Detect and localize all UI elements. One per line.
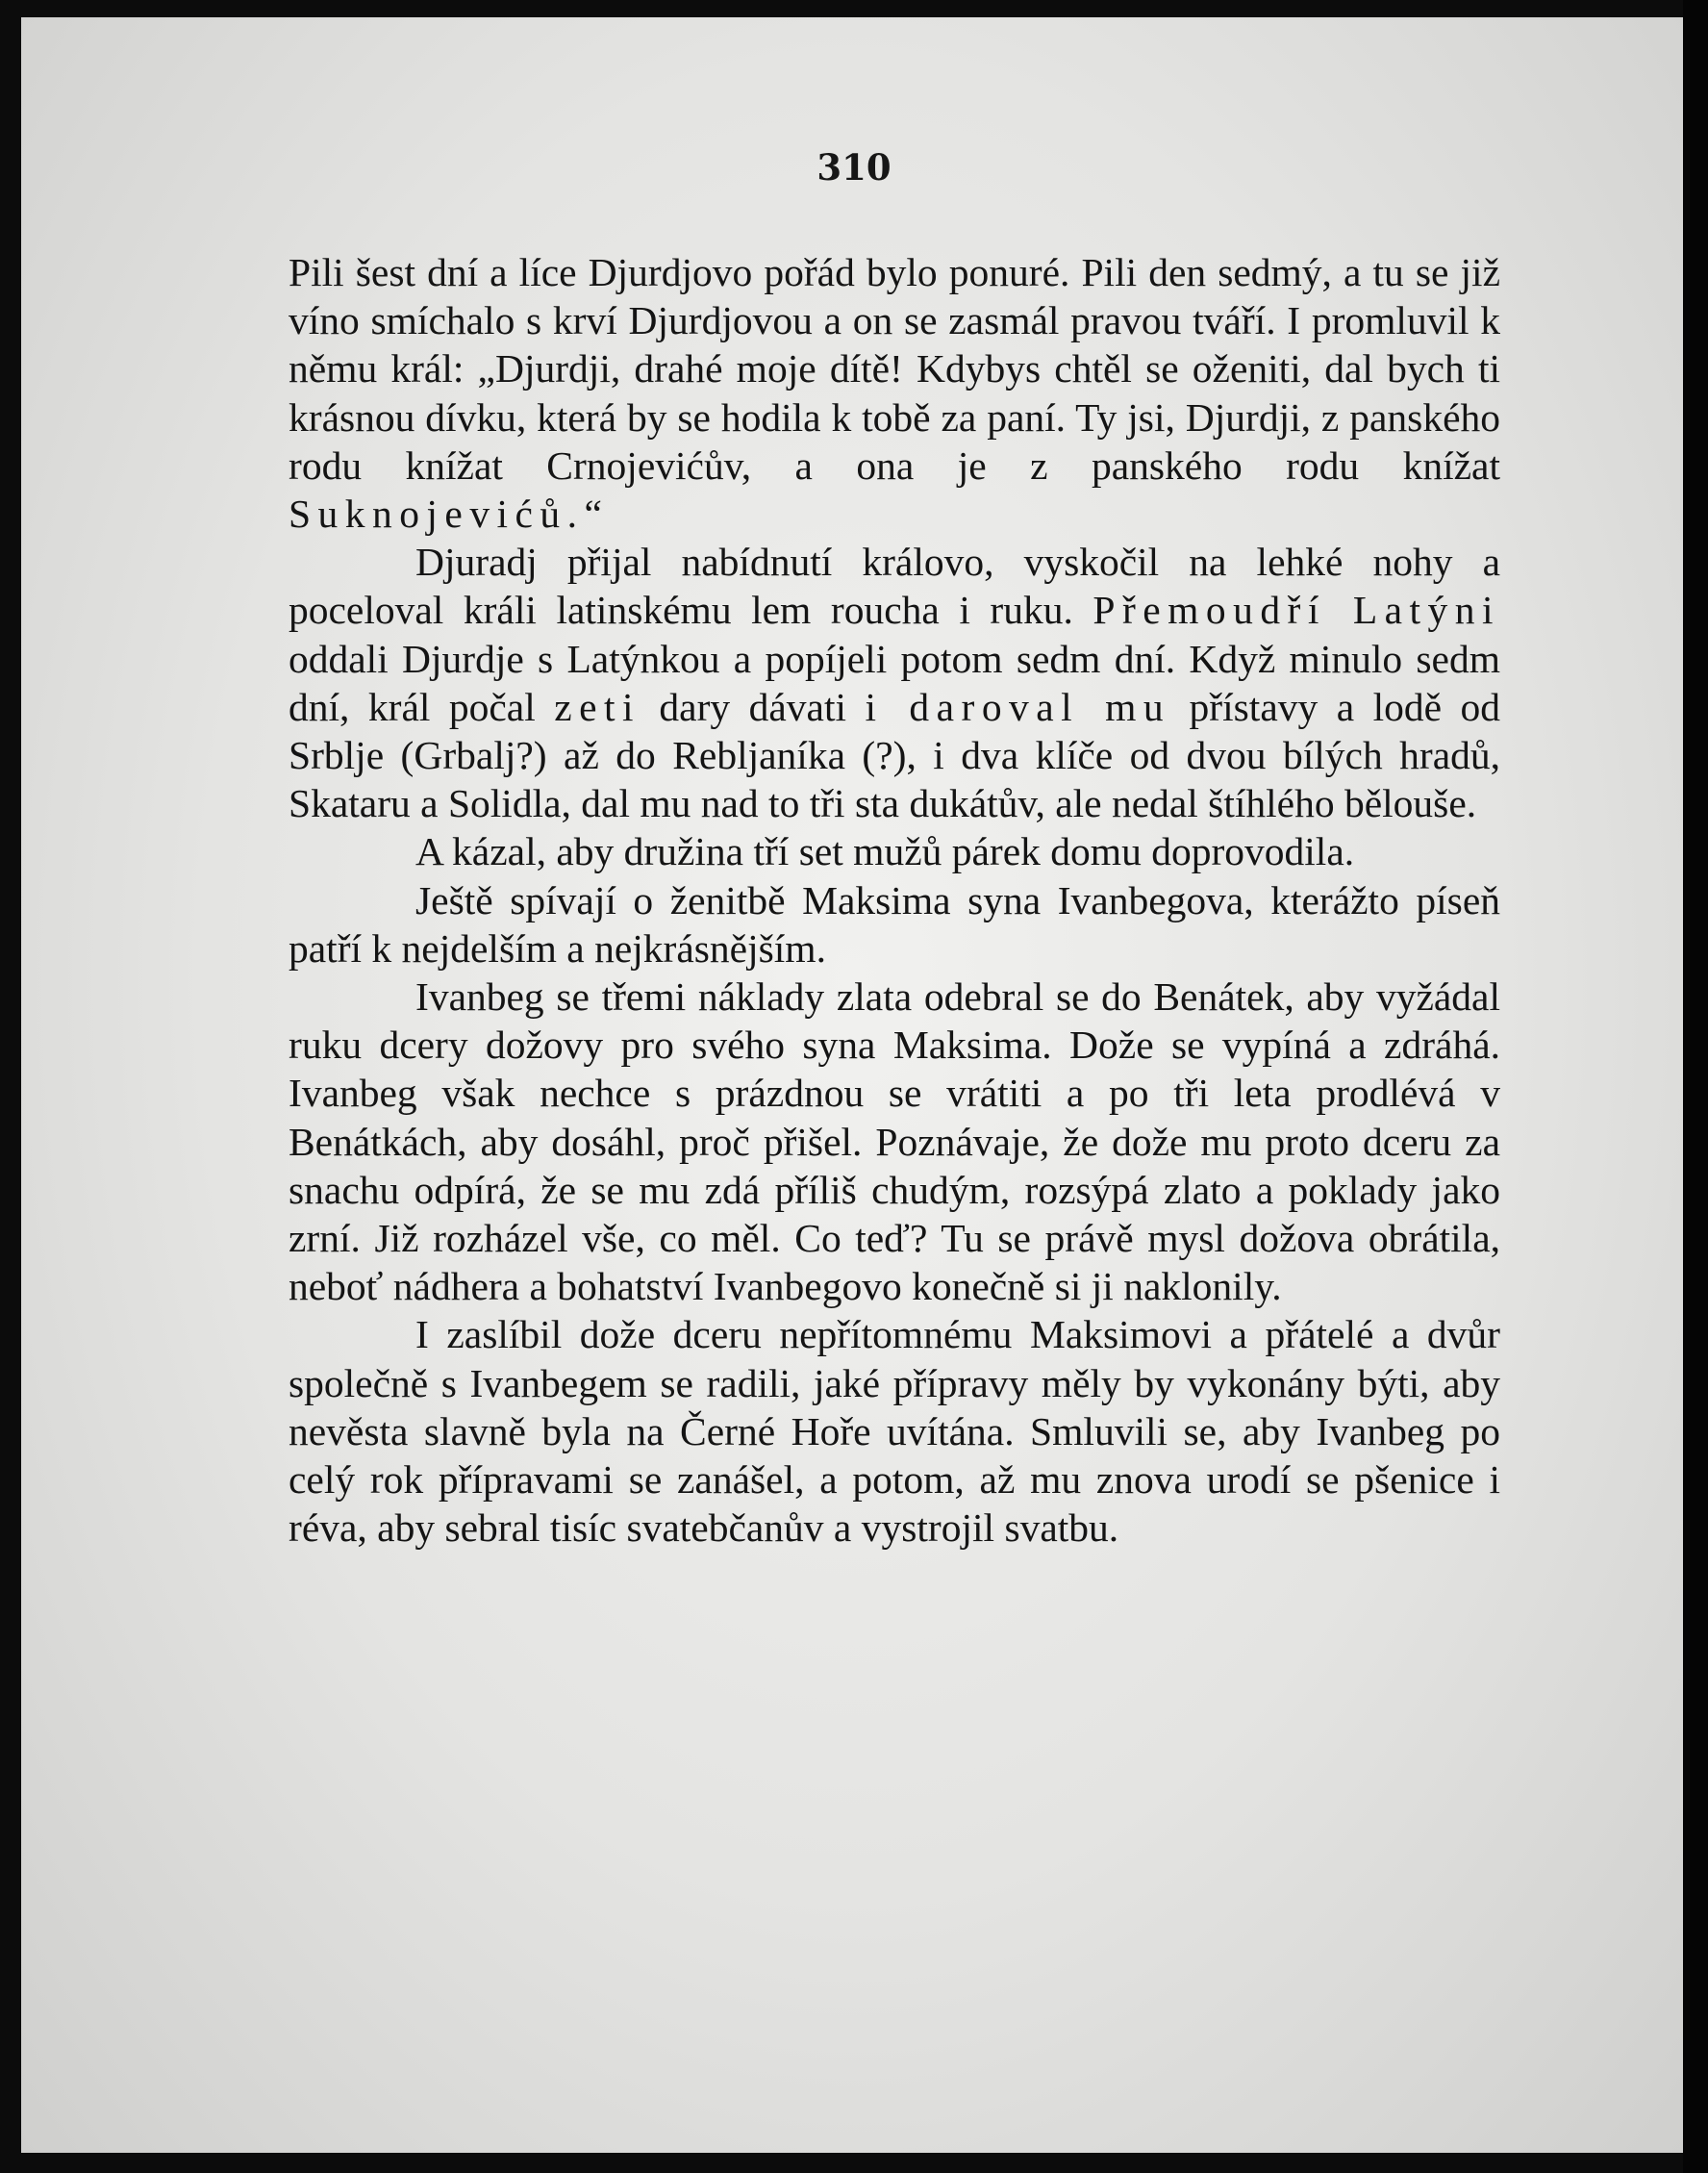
paragraph-text: Djuradj přijal nabídnutí královo, vyskočil na lehké nohy a poceloval králi latinskému lem roucha i ruku. bbox=[289, 540, 1500, 633]
paragraph-text: A kázal, aby družina tří set mužů párek domu doprovodila. bbox=[415, 829, 1355, 874]
paragraph-text: Ivanbeg se třemi náklady zlata odebral se do Benátek, aby vyžádal ruku dcery dožovy pro svého syna Maksima. Dože se vypíná a zdráhá. Ivanbeg však nechce s prázdnou se vrátiti a po tři leta prodlévá v Benátkách, aby dosáhl, proč přišel. Poznávaje, že dože mu proto dceru za snachu odpírá, že se mu zdá příliš chudým, rozsýpá zlato a poklady jako zrní. Již rozházel vše, co měl. Co teď? Tu se právě mysl dožova obrátila, neboť nádhera a bohatství Ivanbegovo konečně si ji naklonily. bbox=[289, 974, 1500, 1309]
paragraph-text-spaced: Suknojevićů. bbox=[289, 492, 585, 537]
paragraph-text-spaced: Přemoudří Latýni bbox=[1093, 588, 1500, 633]
paragraph-text: “ bbox=[584, 492, 602, 537]
body-text bbox=[289, 248, 1500, 1552]
paragraph bbox=[289, 827, 1500, 875]
scan-edge bbox=[1683, 0, 1708, 2173]
paragraph-text: oddali Djurdje s Latýnkou a popíjeli potom sedm dní. Když minulo sedm dní, král počal bbox=[289, 636, 1500, 729]
paragraph-text: Pili šest dní a líce Djurdjovo pořád bylo ponuré. Pili den sedmý, a tu se již víno smíchalo s krví Djurdjovou a on se zasmál pravou tváří. I promluvil k němu král: „Djurdji, drahé moje dítě! Kdybys chtěl se oženiti, dal bych ti krásnou dívku, která by se hodila k tobě za paní. Ty jsi, Djurdji, z panského rodu knížat Crnojevićův, a ona je z panského rodu knížat bbox=[289, 250, 1500, 488]
paragraph-text-spaced: i daroval mu bbox=[865, 684, 1171, 729]
paragraph-text: dary dávati bbox=[640, 684, 866, 729]
paragraph-text: přístavy a lodě od Srblje (Grbalj?) až do Rebljaníka (?), i dva klíče od dvou bílých hradů, Skataru a Solidla, dal mu nad to tři sta dukátův, ale nedal štíhlého bělouše. bbox=[289, 684, 1501, 826]
paragraph-text-spaced: zeti bbox=[554, 684, 640, 729]
paragraph bbox=[289, 973, 1500, 1310]
paragraph bbox=[289, 538, 1500, 827]
paragraph-text: Ještě spívají o ženitbě Maksima syna Ivanbegova, kterážto píseň patří k nejdelším a nejkrásnějším. bbox=[289, 877, 1500, 971]
paragraph bbox=[289, 1310, 1500, 1552]
paragraph bbox=[289, 248, 1500, 538]
paragraph bbox=[289, 876, 1500, 973]
paragraph-text: I zaslíbil dože dceru nepřítomnému Maksimovi a přátelé a dvůr společně s Ivanbegem se radili, jaké přípravy měly by vykonány býti, aby nevěsta slavně byla na Černé Hoře uvítána. Smluvili se, aby Ivanbeg po celý rok přípravami se zanášel, a potom, až mu znova urodí se pšenice i réva, aby sebral tisíc svatebčanův a vystrojil svatbu. bbox=[289, 1312, 1500, 1551]
page-number: 310 bbox=[816, 146, 892, 189]
